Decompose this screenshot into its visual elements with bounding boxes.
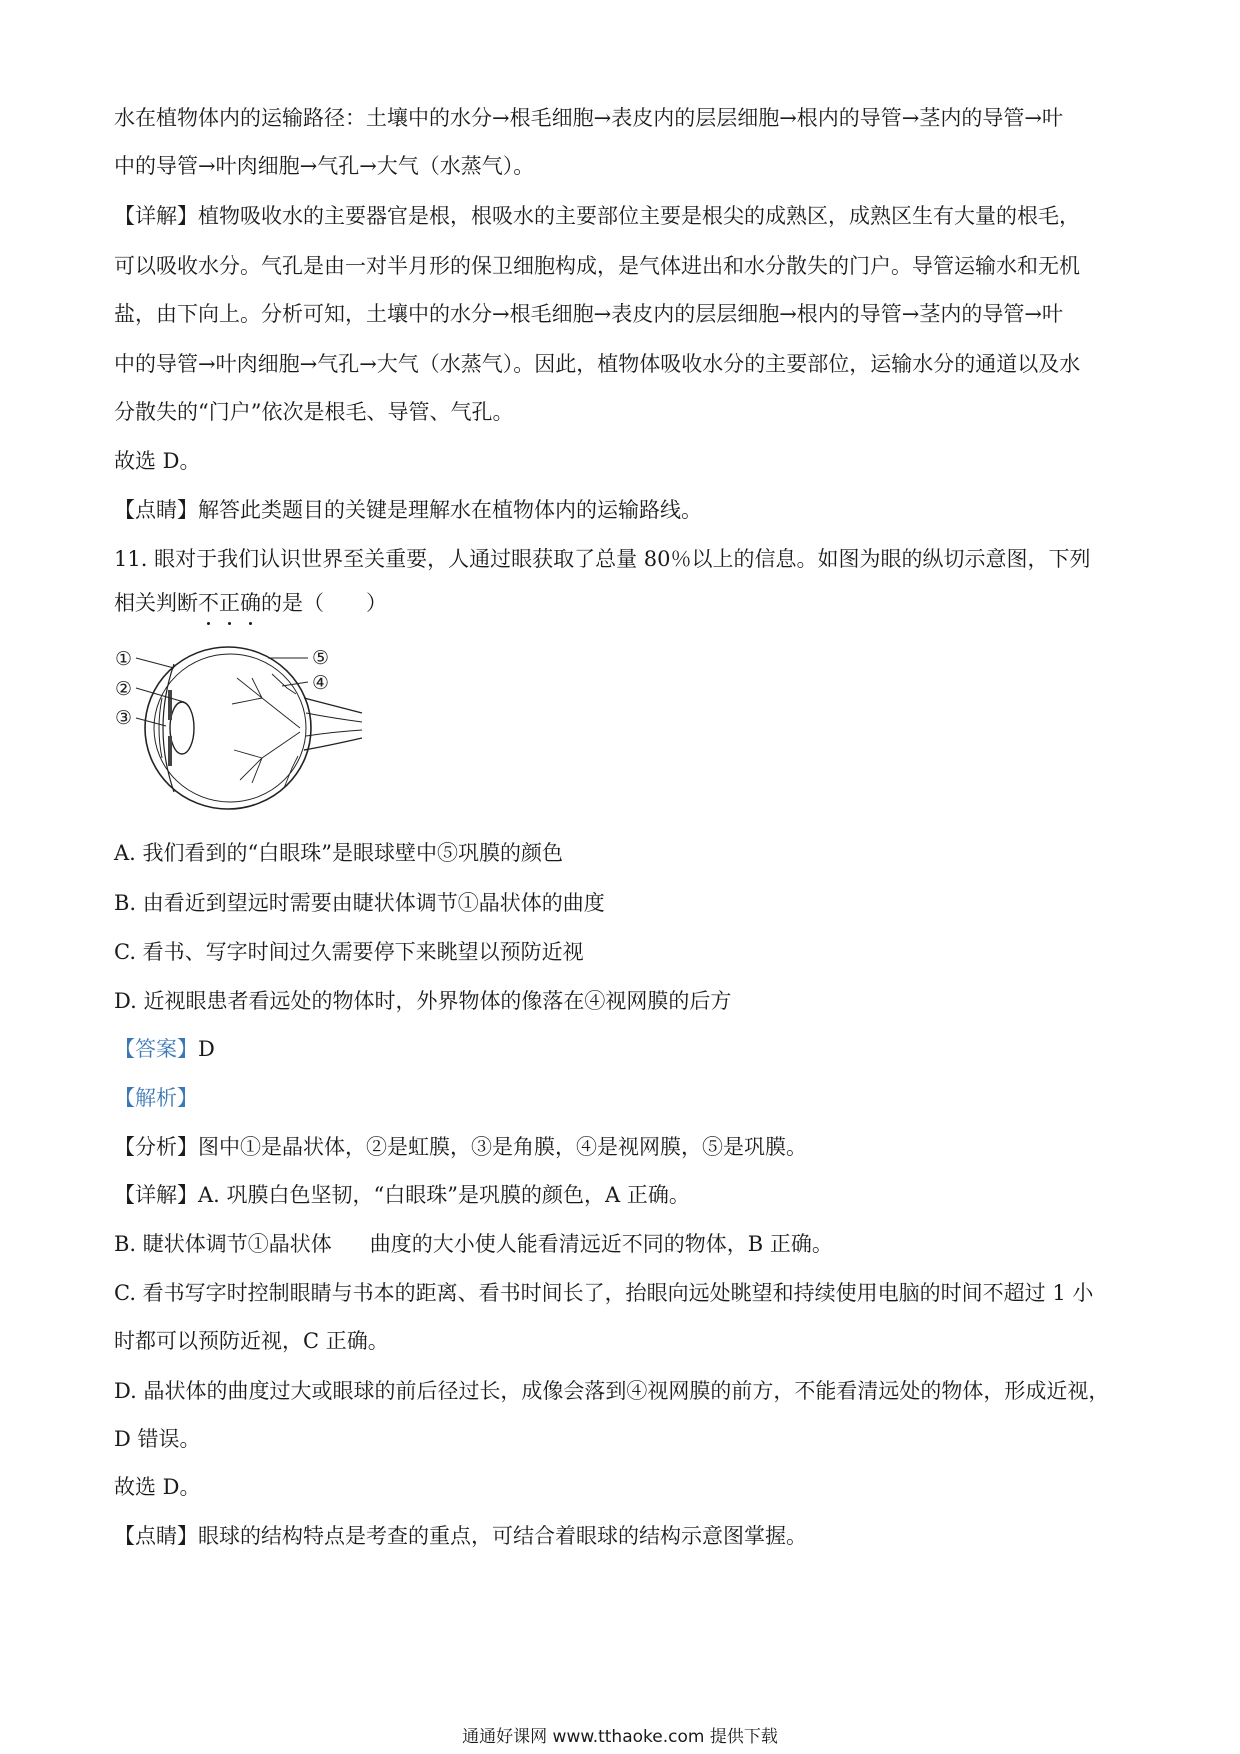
detail-label: 【详解】: [114, 1183, 198, 1207]
figure-label-3: ③: [115, 707, 133, 729]
intro-line-2: 中的导管→叶肉细胞→气孔→大气（水蒸气）。: [114, 154, 535, 178]
prev-comment: [114, 495, 1134, 525]
option-c: C. 看书、写字时间过久需要停下来眺望以预防近视: [114, 940, 584, 964]
prev-detail-line-3: 盐，由下向上。分析可知，土壤中的水分→根毛细胞→表皮内的层层细胞→根内的导管→茎内的导管→叶: [114, 302, 1063, 326]
detail-text: B. 睫状体调节①晶状体: [114, 1232, 332, 1256]
figure-label-2: ②: [115, 678, 133, 700]
prev-detail-line-2: 可以吸收水分。气孔是由一对半月形的保卫细胞构成，是气体进出和水分散失的门户。导管运输水和无机: [114, 254, 1080, 278]
prev-choice: 故选 D。: [114, 449, 201, 473]
figure-label-5: ⑤: [312, 647, 330, 669]
comment-label: 【点睛】: [114, 498, 198, 522]
answer-label: 【答案】: [114, 1037, 198, 1061]
emphasis-char: 不: [198, 588, 219, 618]
eye-diagram: [112, 638, 380, 816]
detail-c-line-2: 时都可以预防近视，C 正确。: [114, 1329, 389, 1353]
detail-text: A. 巩膜白色坚韧，“白眼珠”是巩膜的颜色，A 正确。: [198, 1183, 690, 1207]
analysis-label: 【解析】: [114, 1086, 198, 1110]
prev-detail-line-1: [114, 201, 1134, 231]
detail-text: 植物吸收水的主要器官是根，根吸水的主要部位主要是根尖的成熟区，成熟区生有大量的根毛，: [198, 204, 1080, 228]
emphasis-char: 正: [219, 588, 240, 618]
figure-label-4: ④: [312, 672, 330, 694]
detail-a: [114, 1180, 1134, 1210]
detail-text: 曲度的大小使人能看清远近不同的物体，B 正确。: [369, 1232, 833, 1256]
question-text: 相关判断: [114, 591, 198, 615]
intro-line-1: 水在植物体内的运输路径：土壤中的水分→根毛细胞→表皮内的层层细胞→根内的导管→茎内的导管→叶: [114, 106, 1063, 130]
figure-label-1: ①: [115, 648, 133, 670]
answer: [114, 1034, 1134, 1064]
prev-detail-line-5: 分散失的“门户”依次是根毛、导管、气孔。: [114, 400, 514, 424]
question-11-line-1: 11. 眼对于我们认识世界至关重要，人通过眼获取了总量 80％以上的信息。如图为眼的纵切示意图，下列: [114, 547, 1091, 571]
analysis: [114, 1132, 1134, 1162]
choice: 故选 D。: [114, 1475, 201, 1499]
comment-label: 【点睛】: [114, 1524, 198, 1548]
analysis-text: 图中①是晶状体，②是虹膜，③是角膜，④是视网膜，⑤是巩膜。: [198, 1135, 807, 1159]
question-text: 的是（ ）: [261, 591, 387, 615]
detail-d-line-2: D 错误。: [114, 1427, 201, 1451]
comment: [114, 1521, 1134, 1551]
option-a: A. 我们看到的“白眼珠”是眼球壁中⑤巩膜的颜色: [114, 841, 563, 865]
detail-c-line-1: C. 看书写字时控制眼睛与书本的距离、看书时间长了，抬眼向远处眺望和持续使用电脑的时间不超过 1 小: [114, 1281, 1094, 1305]
detail-b: [114, 1229, 1134, 1259]
option-d: D. 近视眼患者看远处的物体时，外界物体的像落在④视网膜的后方: [114, 989, 732, 1013]
emphasis-char: 确: [240, 588, 261, 618]
answer-value: D: [198, 1037, 215, 1061]
comment-text: 眼球的结构特点是考查的重点，可结合着眼球的结构示意图掌握。: [198, 1524, 807, 1548]
comment-text: 解答此类题目的关键是理解水在植物体内的运输路线。: [198, 498, 702, 522]
page-footer: 通通好课网 www.tthaoke.com 提供下载: [462, 1727, 778, 1747]
analysis-tag: 【分析】: [114, 1135, 198, 1159]
question-11-line-2: [114, 588, 1134, 618]
prev-detail-line-4: 中的导管→叶肉细胞→气孔→大气（水蒸气）。因此，植物体吸收水分的主要部位，运输水分的通道以及水: [114, 352, 1081, 376]
option-b: B. 由看近到望远时需要由睫状体调节①晶状体的曲度: [114, 891, 605, 915]
detail-d-line-1: D. 晶状体的曲度过大或眼球的前后径过长，成像会落到④视网膜的前方，不能看清远处的物体，形成近视，: [114, 1379, 1110, 1403]
detail-label: 【详解】: [114, 204, 198, 228]
